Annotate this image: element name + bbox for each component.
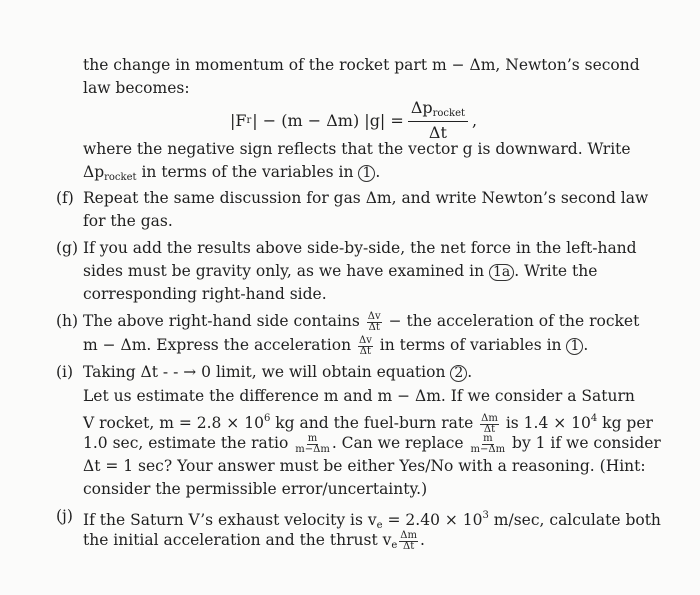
equation-ref-1: 1 <box>358 165 375 182</box>
item-h-label: (h) <box>56 312 79 330</box>
dm-dt-fraction: $\frac{\Delta m}{\Delta t}$ <box>481 412 498 435</box>
newton-equation: |F r | − (m − Δm) |g| = $\frac{\Delta p_{rocket}}{\Delta t}$ , <box>230 98 478 142</box>
intro-line-2: law becomes: <box>83 79 190 97</box>
item-i-line-4: 1.0 sec, estimate the ratio $\frac{m}{m-\Delta m}$ . Can we replace $\frac{m}{m-\Delta m}$ by 1 if we consider <box>83 432 661 455</box>
equation-ref-1-b: 1 <box>566 338 583 355</box>
item-h-line-1: The above right-hand side contains $\frac{\Delta v}{\Delta t}$ − the acceleration of the rocket <box>83 310 640 333</box>
item-j-line-2: the initial acceleration and the thrust $v_e$ $\frac{\Delta m}{\Delta t}$ . <box>83 529 425 552</box>
item-i-line-2: Let us estimate the difference m and m − Δm. If we consider a Saturn <box>83 387 635 405</box>
mass-ratio-fraction-2: $\frac{m}{m-\Delta m}$ <box>470 432 506 455</box>
mass-ratio-fraction: $\frac{m}{m-\Delta m}$ <box>295 432 330 455</box>
item-f-line-2: for the gas. <box>83 212 173 230</box>
item-f-label: (f) <box>56 189 74 207</box>
dv-dt-fraction-2: $\frac{\Delta v}{\Delta t}$ <box>358 334 372 357</box>
equation-ref-1a: 1a <box>489 264 514 281</box>
item-i-line-5: Δt = 1 sec? Your answer must be either Yes/No with a reasoning. (Hint: <box>83 457 646 475</box>
intro-line-3: where the negative sign reflects that the vector g is downward. Write <box>83 140 631 158</box>
item-i-line-3: V rocket, $m = 2.8 \times 10^6$ kg and the fuel-burn rate $\frac{\Delta m}{\Delta t}$ is $1.4 \times 10^4$ kg per <box>83 412 653 435</box>
dv-dt-fraction: $\frac{\Delta v}{\Delta t}$ <box>367 310 381 333</box>
intro-line-4: $\Delta p_{rocket}$ in terms of the variables in 1 . <box>83 163 381 183</box>
item-h-line-2: m − Δm. Express the acceleration $\frac{\Delta v}{\Delta t}$ in terms of variables in 1 . <box>83 334 589 357</box>
item-i-line-6: consider the permissible error/uncertainty.) <box>83 480 428 498</box>
item-i-label: (i) <box>56 363 74 381</box>
item-f-line-1: Repeat the same discussion for gas Δm, and write Newton’s second law <box>83 189 649 207</box>
item-i-line-1: Taking Δt - - → 0 limit, we will obtain equation 2 . <box>83 363 473 381</box>
item-g-line-2: sides must be gravity only, as we have examined in 1a . Write the <box>83 262 598 280</box>
item-g-label: (g) <box>56 239 79 257</box>
item-j-line-1: If the Saturn V’s exhaust velocity is $v_e = 2.40 \times 10^3$ m/sec, calculate both <box>83 510 661 531</box>
thrust-fraction: $\frac{\Delta m}{\Delta t}$ <box>400 529 417 552</box>
item-g-line-1: If you add the results above side-by-side, the net force in the left-hand <box>83 239 637 257</box>
equation-ref-2: 2 <box>450 365 467 382</box>
item-j-label: (j) <box>56 507 73 525</box>
item-g-line-3: corresponding right-hand side. <box>83 285 327 303</box>
intro-line-1: the change in momentum of the rocket part m − Δm, Newton’s second <box>83 56 640 74</box>
momentum-fraction: $\frac{\Delta p_{rocket}}{\Delta t}$ <box>408 98 468 142</box>
